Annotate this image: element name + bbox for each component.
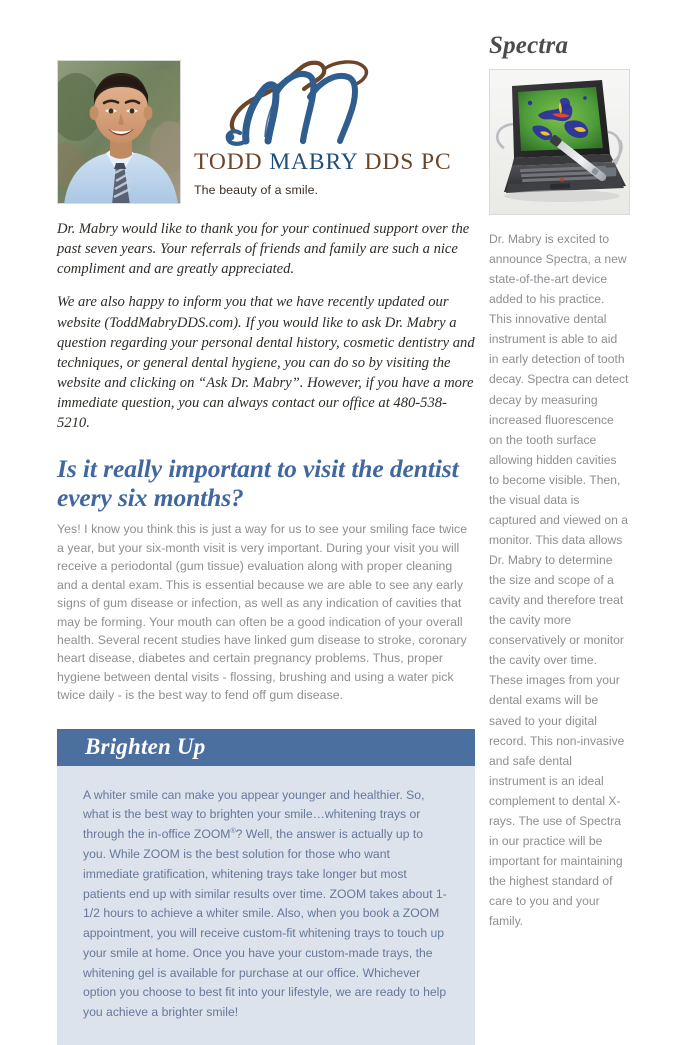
practice-name-last: MABRY [269, 149, 358, 175]
article-body: Yes! I know you think this is just a way for us to see your smiling face twice a year, but your six-month visit is very important. During your visit you will receive a periodontal (gum tissue) evaluation along with proper cleaning and a dental exam. This is essential because we are able to see any early signs of gum disease or infection, as well as any indication of cavities that may be forming. Your mouth can often be a good indication of your overall health. Several recent studies have linked gum disease to stroke, coronary heart disease, diabetes and certain pregnancy problems. Thus, proper hygiene between dental visits - flossing, brushing and using a water pick twice daily - is the best way to fend off gum disease. [57, 522, 468, 703]
doctor-portrait-photo [57, 60, 181, 204]
practice-name-first: TODD [194, 149, 270, 175]
brighten-up-body [57, 766, 475, 1045]
brighten-up-text-part2: ? Well, the answer is actually up to you. While ZOOM is the best solution for those who want immediate gratification, whitening trays take longer but most patients end up with similar results over time. ZOOM takes about 1-1/2 hours to achieve a whiter smile. Also, when you book a ZOOM appointment, you will receive custom-fit whitening trays to touch up your smile at home. Once you have your custom-made trays, the whitening gel is available for purchase at our office. Whichever option you choose to best fit into your lifestyle, we are ready to help you achieve a brighter smile! [83, 827, 447, 1020]
practice-tagline: The beauty of a smile. [194, 182, 319, 197]
brighten-up-title: Brighten Up [85, 734, 206, 760]
article-heading: Is it really important to visit the dentist every six months? [57, 454, 459, 512]
intro-section [57, 219, 475, 433]
brighten-up-text-part1: A whiter smile can make you appear younger and healthier. So, what is the best way to brighten your smile…whitening trays or through the in-office ZOOM [83, 787, 425, 842]
sidebar-title: Spectra [489, 32, 569, 59]
brighten-up-banner [57, 729, 475, 766]
practice-logo-block [194, 57, 475, 197]
intro-paragraph-1: Dr. Mabry would like to thank you for your continued support over the past seven years. Your referrals of friends and family are such a nice compliment and are greatly appreciated. [57, 221, 470, 278]
brighten-up-text [83, 786, 449, 1023]
masthead [57, 57, 475, 207]
practice-name-credentials: DDS PC [357, 149, 452, 175]
brighten-up-callout [57, 729, 475, 1045]
main-column [57, 57, 475, 1045]
sidebar-body-text: Dr. Mabry is excited to announce Spectra, a new state-of-the-art device added to his practice. This innovative dental instrument is able to aid in early detection of tooth decay. Spectra can detect decay by measuring increased fluorescence on the tooth surface allowing hidden cavities to become visible. Then, the visual data is captured and viewed on a monitor. This data allows Dr. Mabry to determine the size and scope of a cavity and therefore treat the cavity more conservatively or monitor the cavity over time. These images from your dental exams will be saved to your digital record. This non-invasive and safe dental instrument is an ideal complement to dental X-rays. The use of Spectra in our practice will be important for maintaining the highest standard of care to you and your family. [489, 232, 629, 929]
intro-paragraph-2: We are also happy to inform you that we have recently updated our website (ToddMabryDDS.com). If you would like to ask Dr. Mabry a question regarding your personal dental history, cosmetic dentistry and techniques, or general dental hygiene, you can do so by visiting the website and clicking on “Ask Dr. Mabry”. However, if you have a more immediate question, you can always contact our office at 480-538-5210. [57, 294, 475, 432]
sidebar-column [489, 33, 630, 931]
spectra-device-photo [489, 69, 630, 215]
registered-trademark-icon: ® [230, 828, 236, 836]
practice-name [194, 151, 475, 175]
monogram-m-icon [218, 57, 475, 153]
